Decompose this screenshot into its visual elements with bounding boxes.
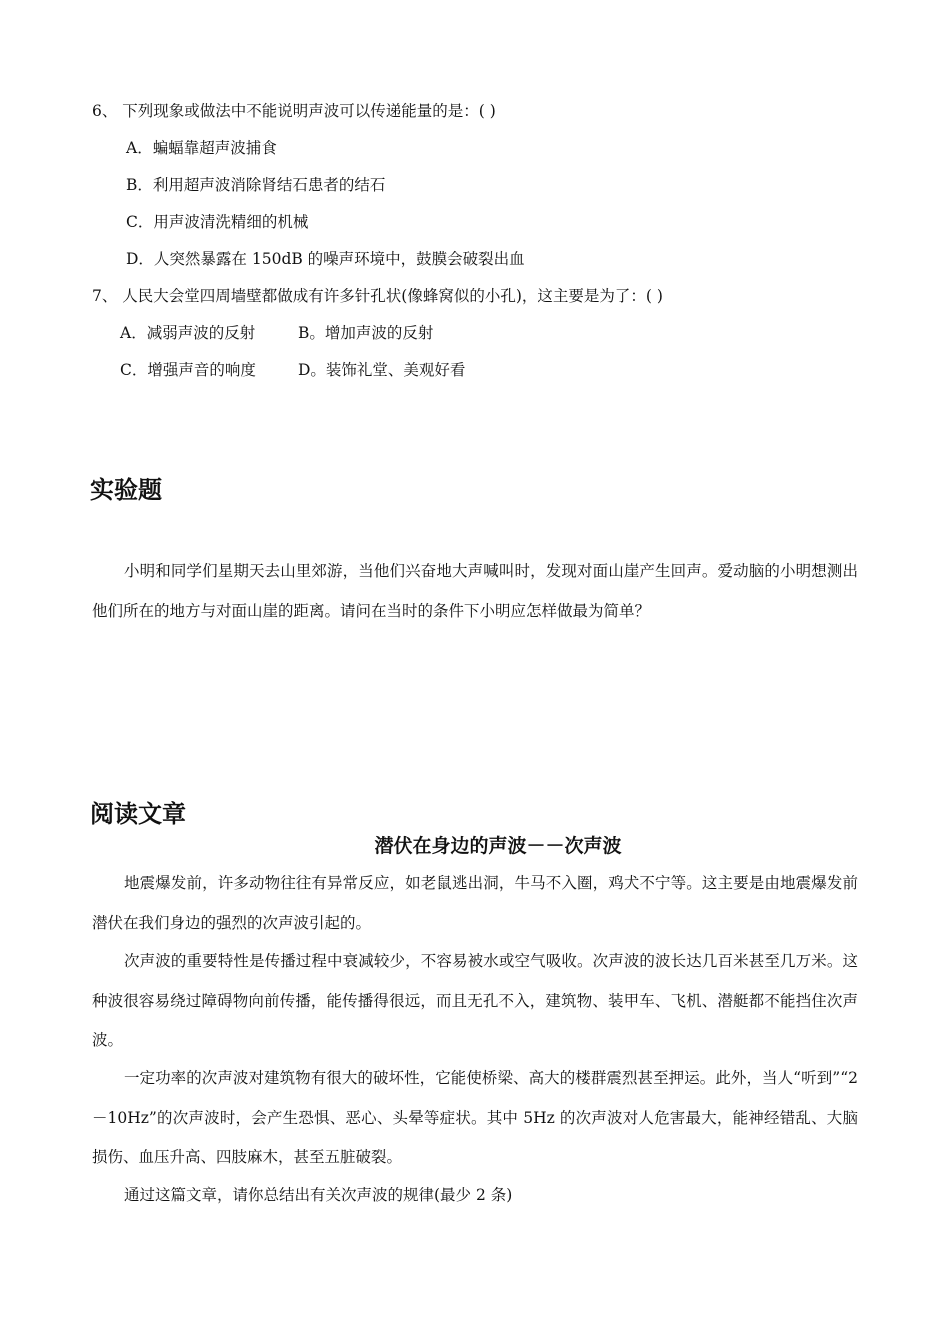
question-7-option-d: D。装饰礼堂、美观好看 <box>298 361 466 379</box>
article-paragraph-4: 通过这篇文章，请你总结出有关次声波的规律(最少 2 条) <box>124 1186 513 1204</box>
article-title: 潜伏在身边的声波－－次声波 <box>374 835 622 857</box>
experiment-heading: 实验题 <box>90 476 162 504</box>
question-6-option-a: A．蝙蝠靠超声波捕食 <box>126 139 277 157</box>
question-6-option-c: C．用声波清洗精细的机械 <box>126 213 309 231</box>
question-7-option-a: A．减弱声波的反射 <box>120 324 256 342</box>
question-6-text: 6、 下列现象或做法中不能说明声波可以传递能量的是：( ) <box>92 102 496 120</box>
article-paragraph-3: 一定功率的次声波对建筑物有很大的破坏性，它能使桥梁、高大的楼群震烈甚至押运。此外，当人“听到”“2－10Hz”的次声波时，会产生恐惧、恶心、头晕等症状。其中 5Hz 的次声波对人危害最大，能神经错乱、大脑损伤、血压升高、四肢麻木，甚至五脏破裂。 <box>92 1069 858 1166</box>
article-paragraph-1: 地震爆发前，许多动物往往有异常反应，如老鼠逃出洞，牛马不入圈，鸡犬不宁等。这主要是由地震爆发前潜伏在我们身边的强烈的次声波引起的。 <box>92 874 858 932</box>
question-7-text: 7、 人民大会堂四周墙壁都做成有许多针孔状(像蜂窝似的小孔)，这主要是为了：( ) <box>92 287 663 305</box>
reading-heading: 阅读文章 <box>90 800 186 828</box>
question-7-option-b: B。增加声波的反射 <box>298 324 434 342</box>
experiment-paragraph: 小明和同学们星期天去山里郊游，当他们兴奋地大声喊叫时，发现对面山崖产生回声。爱动脑的小明想测出他们所在的地方与对面山崖的距离。请问在当时的条件下小明应怎样做最为简单？ <box>92 562 858 620</box>
question-6-option-d: D．人突然暴露在 150dB 的噪声环境中，鼓膜会破裂出血 <box>126 250 525 268</box>
article-paragraph-2: 次声波的重要特性是传播过程中衰减较少，不容易被水或空气吸收。次声波的波长达几百米甚至几万米。这种波很容易绕过障碍物向前传播，能传播得很远，而且无孔不入，建筑物、装甲车、飞机、潜艇都不能挡住次声波。 <box>92 952 858 1049</box>
question-7-option-c: C．增强声音的响度 <box>120 361 256 379</box>
question-6-option-b: B．利用超声波消除肾结石患者的结石 <box>126 176 386 194</box>
